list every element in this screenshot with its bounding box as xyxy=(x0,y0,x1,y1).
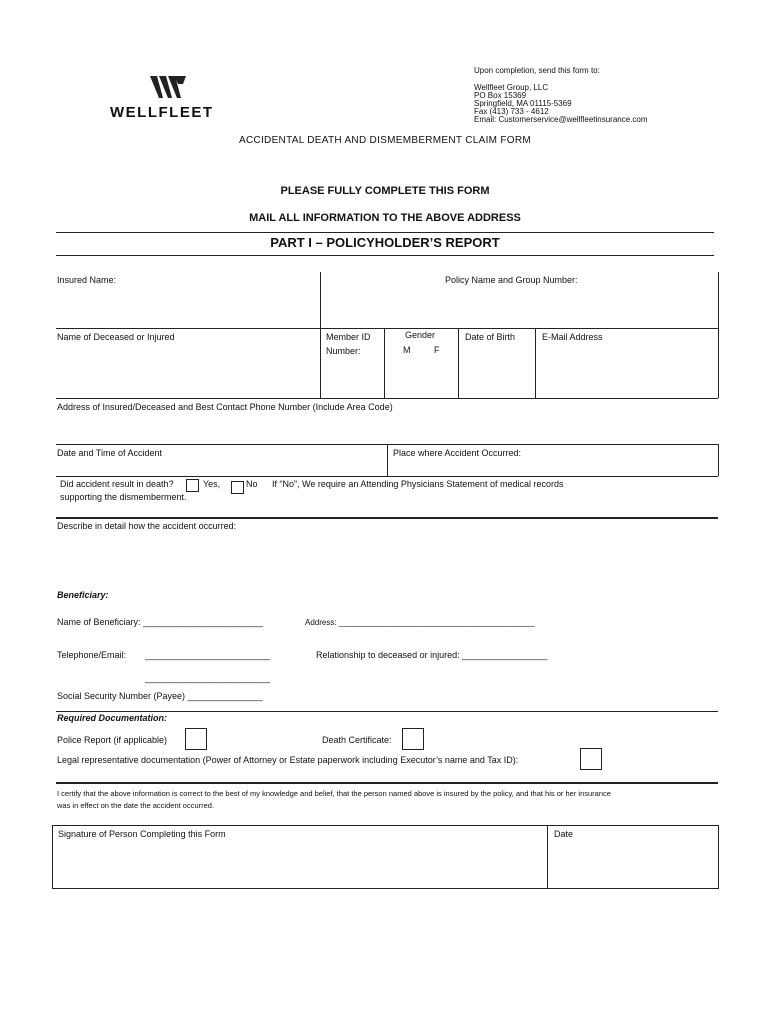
relationship-field[interactable]: Relationship to deceased or injured: _________________ xyxy=(316,650,548,660)
certification-line-1: I certify that the above information is correct to the best of my knowledge and belief, that the person named above is insured by the policy, and that his or her insurance xyxy=(57,789,611,798)
legal-doc-checkbox[interactable] xyxy=(580,748,602,770)
date-label: Date xyxy=(554,829,574,839)
member-id-label: Member ID xyxy=(326,332,371,342)
email-field[interactable]: _________________________ xyxy=(145,673,271,683)
police-report-label: Police Report (if applicable) xyxy=(57,735,168,745)
telephone-field[interactable]: _________________________ xyxy=(145,650,271,660)
police-report-checkbox[interactable] xyxy=(185,728,207,750)
signature-label: Signature of Person Completing this Form xyxy=(58,829,226,839)
yes-checkbox[interactable] xyxy=(186,479,199,492)
no-checkbox[interactable] xyxy=(231,481,244,494)
death-certificate-label: Death Certificate: xyxy=(322,735,392,745)
yes-label: Yes, xyxy=(203,479,221,489)
date-field[interactable] xyxy=(554,843,714,883)
beneficiary-address-field[interactable]: Address: ____________________________________________ xyxy=(305,618,535,627)
deceased-name-label: Name of Deceased or Injured xyxy=(57,332,175,342)
signature-field[interactable] xyxy=(58,843,543,883)
death-certificate-checkbox[interactable] xyxy=(402,728,424,750)
email-label: E-Mail Address xyxy=(542,332,603,342)
address-field[interactable] xyxy=(57,415,717,441)
describe-label: Describe in detail how the accident occurred: xyxy=(57,521,237,531)
gender-m-option[interactable]: M xyxy=(403,345,411,355)
insured-name-label: Insured Name: xyxy=(57,275,117,285)
policy-name-field[interactable] xyxy=(322,288,716,326)
accident-datetime-label: Date and Time of Accident xyxy=(57,448,163,458)
address-label: Address of Insured/Deceased and Best Contact Phone Number (Include Area Code) xyxy=(57,402,393,412)
certification-line-2: was in effect on the date the accident occurred. xyxy=(57,801,215,810)
no-label: No xyxy=(246,479,258,489)
insured-name-field[interactable] xyxy=(57,288,317,326)
send-to-line: Email: Customerservice@wellfleetinsurance.com xyxy=(474,115,648,124)
send-to-line: Springfield, MA 01115-5369 xyxy=(474,99,572,108)
gender-f-option[interactable]: F xyxy=(434,345,440,355)
dob-label: Date of Birth xyxy=(465,332,516,342)
legal-doc-label: Legal representative documentation (Power of Attorney or Estate paperwork including Executor’s name and Tax ID): xyxy=(57,755,519,765)
death-note: If “No”, We require an Attending Physicians Statement of medical records xyxy=(272,479,564,489)
ssn-field[interactable]: Social Security Number (Payee) _______________ xyxy=(57,691,263,701)
instruction-line-2: MAIL ALL INFORMATION TO THE ABOVE ADDRESS xyxy=(249,212,521,224)
beneficiary-name-field[interactable]: Name of Beneficiary: ________________________ xyxy=(57,617,264,627)
send-to-line: Fax (413) 733 - 4612 xyxy=(474,107,549,116)
wellfleet-logo-mark-icon xyxy=(150,74,186,102)
accident-place-label: Place where Accident Occurred: xyxy=(393,448,522,458)
member-id-label-2: Number: xyxy=(326,346,361,356)
wellfleet-logo xyxy=(110,74,225,124)
instruction-line-1: PLEASE FULLY COMPLETE THIS FORM xyxy=(280,185,490,197)
documentation-heading: Required Documentation: xyxy=(57,713,168,723)
send-to-line: PO Box 15369 xyxy=(474,91,527,100)
describe-field[interactable] xyxy=(57,535,717,585)
send-to-line: Wellfleet Group, LLC xyxy=(474,83,549,92)
death-question: Did accident result in death? xyxy=(60,479,174,489)
death-note-2: supporting the dismemberment. xyxy=(60,492,187,502)
telephone-label: Telephone/Email: xyxy=(57,650,127,660)
part1-title: PART I – POLICYHOLDER’S REPORT xyxy=(270,235,500,250)
form-title: ACCIDENTAL DEATH AND DISMEMBERMENT CLAIM FORM xyxy=(238,135,532,146)
policy-name-label: Policy Name and Group Number: xyxy=(445,275,578,285)
gender-label: Gender xyxy=(405,330,436,340)
send-to-heading: Upon completion, send this form to: xyxy=(474,66,600,75)
beneficiary-heading: Beneficiary: xyxy=(57,590,109,600)
brand-name: WELLFLEET xyxy=(110,104,214,121)
